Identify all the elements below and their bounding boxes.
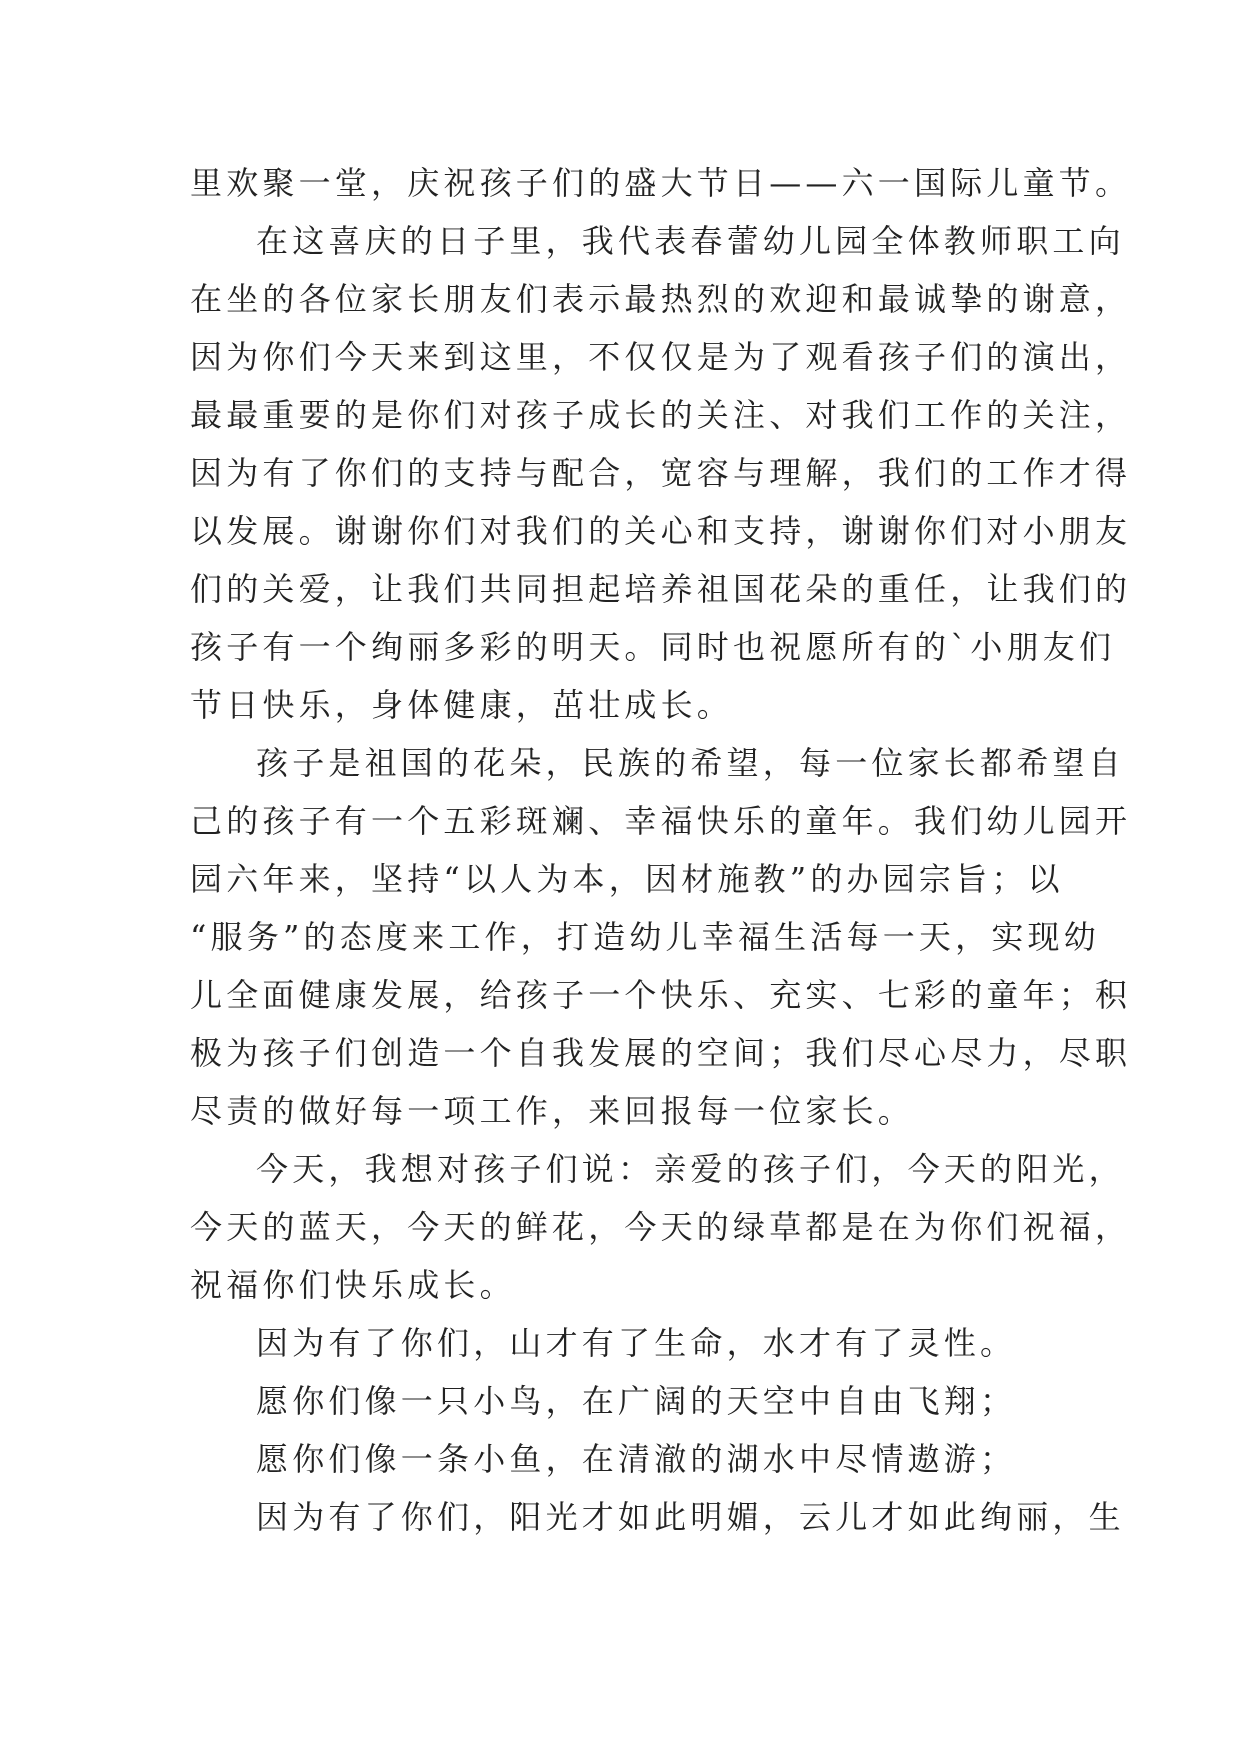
text-line: 里欢聚一堂，庆祝孩子们的盛大节日——六一国际儿童节。	[190, 164, 1132, 202]
text-line: 因为有了你们的支持与配合，宽容与理解，我们的工作才得	[190, 454, 1132, 492]
text-line: 己的孩子有一个五彩斑斓、幸福快乐的童年。我们幼儿园开	[190, 802, 1132, 840]
document-body	[190, 154, 1132, 1546]
text-line: 因为有了你们，阳光才如此明媚，云儿才如此绚丽，生	[256, 1498, 1125, 1536]
text-line: 园六年来，坚持“以人为本，因材施教”的办园宗旨；以	[190, 860, 1064, 898]
text-line: 们的关爱，让我们共同担起培养祖国花朵的重任，让我们的	[190, 570, 1132, 608]
text-line: 愿你们像一条小鱼，在清澈的湖水中尽情遨游；	[256, 1440, 1017, 1478]
text-line: 尽责的做好每一项工作，来回报每一位家长。	[190, 1092, 915, 1130]
text-line: “服务”的态度来工作，打造幼儿幸福生活每一天，实现幼	[190, 918, 1100, 956]
text-line: 今天的蓝天，今天的鲜花，今天的绿草都是在为你们祝福，	[190, 1208, 1132, 1246]
text-line: 祝福你们快乐成长。	[190, 1266, 516, 1304]
text-line: 以发展。谢谢你们对我们的关心和支持，谢谢你们对小朋友	[190, 512, 1132, 550]
text-line: 在这喜庆的日子里，我代表春蕾幼儿园全体教师职工向	[256, 222, 1125, 260]
text-line: 因为你们今天来到这里，不仅仅是为了观看孩子们的演出，	[190, 338, 1132, 376]
text-line: 愿你们像一只小鸟，在广阔的天空中自由飞翔；	[256, 1382, 1017, 1420]
text-line: 在坐的各位家长朋友们表示最热烈的欢迎和最诚挚的谢意，	[190, 280, 1132, 318]
text-line: 最最重要的是你们对孩子成长的关注、对我们工作的关注，	[190, 396, 1132, 434]
text-line: 节日快乐，身体健康，茁壮成长。	[190, 686, 734, 724]
text-line: 今天，我想对孩子们说：亲爱的孩子们，今天的阳光，	[256, 1150, 1125, 1188]
text-line: 极为孩子们创造一个自我发展的空间；我们尽心尽力，尽职	[190, 1034, 1132, 1072]
text-line: 孩子有一个绚丽多彩的明天。同时也祝愿所有的`小朋友们	[190, 628, 1116, 666]
text-line: 儿全面健康发展，给孩子一个快乐、充实、七彩的童年；积	[190, 976, 1132, 1014]
text-line: 因为有了你们，山才有了生命，水才有了灵性。	[256, 1324, 1017, 1362]
text-line: 孩子是祖国的花朵，民族的希望，每一位家长都希望自	[256, 744, 1125, 782]
